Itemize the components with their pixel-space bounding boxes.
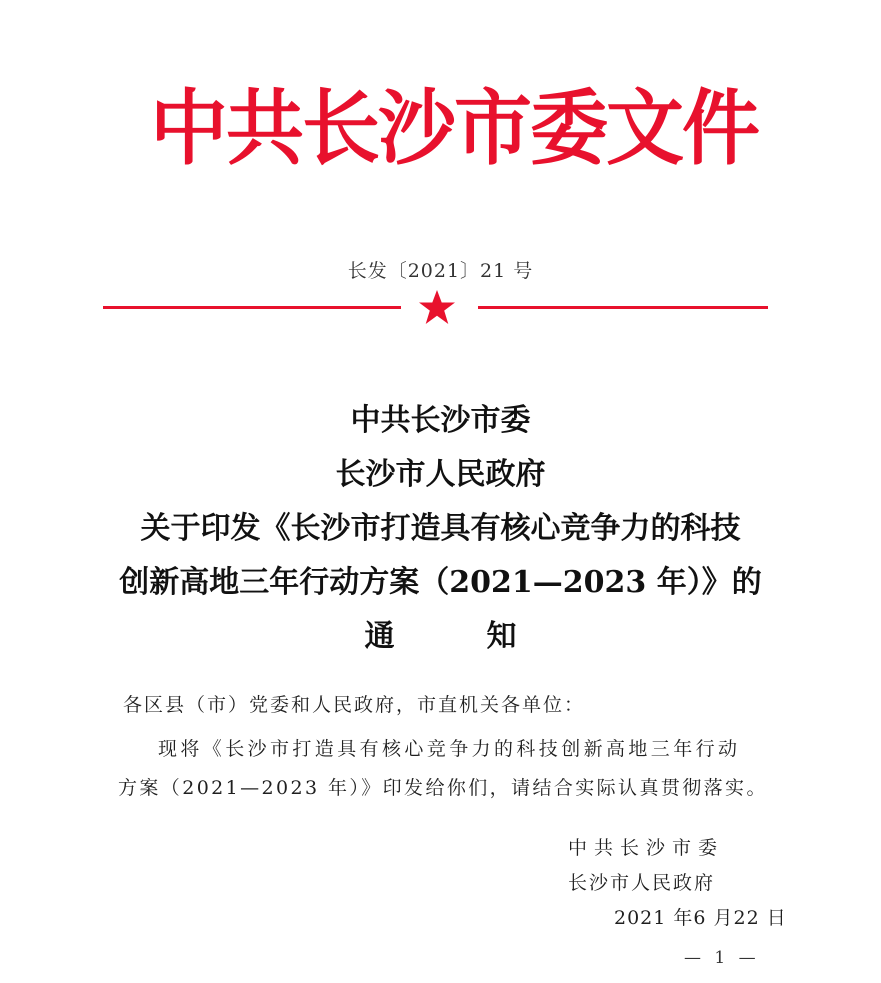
body-paragraph-line-1: 现将《长沙市打造具有核心竞争力的科技创新高地三年行动 — [158, 738, 741, 760]
star-icon — [417, 288, 457, 328]
body-paragraph-line-2: 方案（2021—2023 年）》印发给你们，请结合实际认真贯彻落实。 — [118, 777, 768, 799]
red-divider-left — [103, 306, 401, 309]
red-divider-right — [478, 306, 768, 309]
title-line-org1: 中共长沙市委 — [350, 403, 531, 438]
title-line-org2: 长沙市人民政府 — [335, 457, 546, 492]
salutation: 各区县（市）党委和人民政府，市直机关各单位： — [123, 694, 586, 716]
signature-org-2: 长沙市人民政府 — [568, 872, 716, 894]
title-line-subject-2: 创新高地三年行动方案（2021—2023 年）》的 — [119, 565, 762, 600]
notice-title — [0, 394, 881, 664]
document-header-title: 中共长沙市委文件 — [150, 81, 759, 177]
title-line-subject-1: 关于印发《长沙市打造具有核心竞争力的科技 — [140, 511, 741, 546]
signature-date: 2021 年6 月22 日 — [614, 907, 787, 929]
page-number: — 1 — — [684, 948, 760, 968]
signature-org-1: 中共长沙市委 — [568, 837, 725, 859]
document-number: 长发〔2021〕21 号 — [347, 260, 534, 282]
title-line-notice: 通知 — [364, 619, 609, 654]
